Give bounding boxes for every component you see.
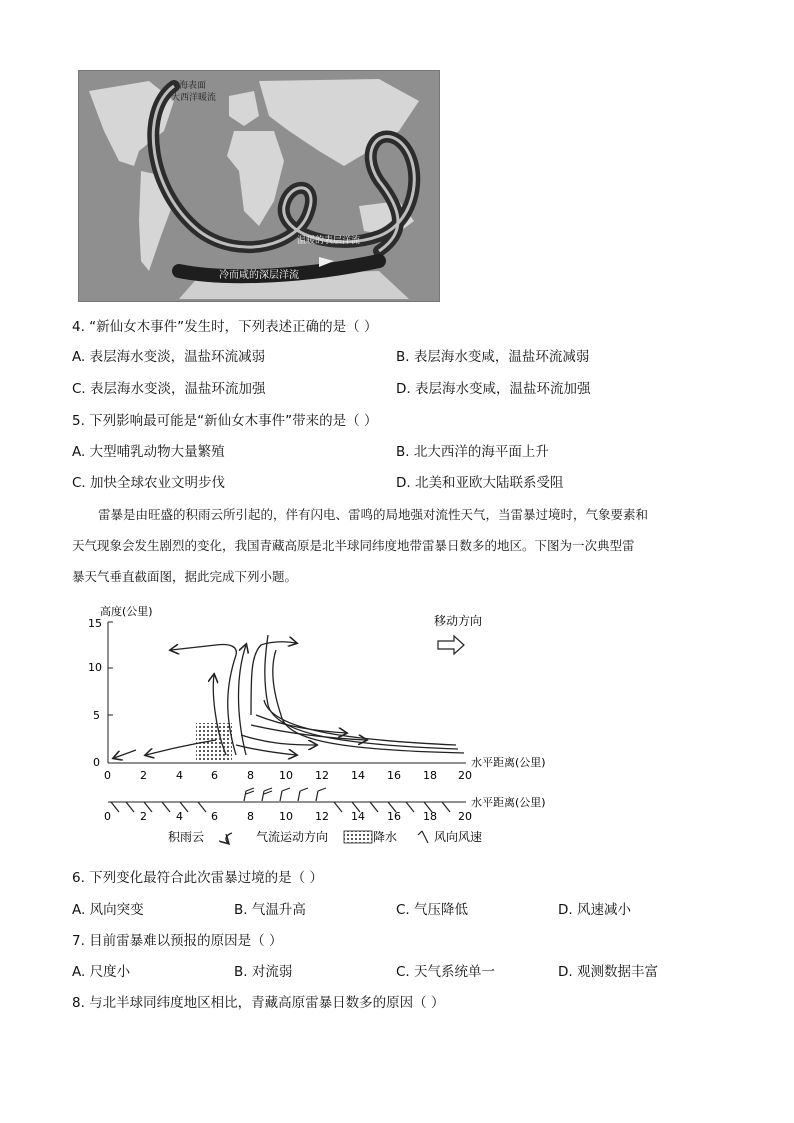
thunderstorm-cross-section-diagram (86, 605, 556, 850)
wind-x-tick-12: 12 (315, 810, 329, 823)
question-6-option-a: A. 风向突变 (72, 902, 144, 918)
x-tick-0: 0 (104, 769, 111, 782)
legend-precip-label: 降水 (373, 830, 398, 844)
question-7-option-b: B. 对流弱 (234, 964, 293, 980)
x-tick-2: 2 (140, 769, 147, 782)
legend-airflow-label: 气流运动方向 (256, 830, 329, 844)
x-tick-6: 6 (211, 769, 218, 782)
question-5-option-d: D. 北美和亚欧大陆联系受阻 (396, 475, 564, 491)
map-label-atlantic-warm-current: 大西洋暖流 (171, 93, 217, 103)
question-6-option-c: C. 气压降低 (396, 902, 469, 918)
y-tick-15: 15 (88, 617, 102, 630)
map-label-cold-deep-current: 冷而咸的深层洋流 (219, 270, 299, 281)
passage-line-2: 天气现象会发生剧烈的变化，我国青藏高原是北半球同纬度地带雷暴日数多的地区。下图为一次典型雷 (72, 538, 635, 553)
question-4-stem: 4. “新仙女木事件”发生时，下列表述正确的是（ ） (72, 319, 378, 335)
question-8-stem: 8. 与北半球同纬度地区相比，青藏高原雷暴日数多的原因（ ） (72, 995, 445, 1011)
question-6-option-b: B. 气温升高 (234, 902, 306, 918)
question-4-option-a: A. 表层海水变淡，温盐环流减弱 (72, 349, 266, 365)
wind-x-tick-20: 20 (458, 810, 472, 823)
move-direction-arrow-icon (438, 636, 464, 654)
question-5-option-a: A. 大型哺乳动物大量繁殖 (72, 444, 225, 460)
legend-airflow-arrow-icon (226, 833, 232, 843)
question-4-option-d: D. 表层海水变咸，温盐环流加强 (396, 381, 591, 397)
x-tick-10: 10 (279, 769, 293, 782)
wind-x-tick-10: 10 (279, 810, 293, 823)
x-axis-label-top: 水平距离(公里) (471, 756, 546, 769)
wind-x-tick-0: 0 (104, 810, 111, 823)
legend-wind-barb-icon (418, 831, 428, 843)
question-7-option-c: C. 天气系统单一 (396, 964, 496, 980)
x-tick-20: 20 (458, 769, 472, 782)
wind-x-tick-18: 18 (423, 810, 437, 823)
y-tick-0: 0 (93, 756, 100, 769)
wind-x-tick-2: 2 (140, 810, 147, 823)
thermohaline-circulation-map (78, 70, 440, 302)
question-5-option-b: B. 北大西洋的海平面上升 (396, 444, 549, 460)
y-tick-10: 10 (88, 661, 102, 674)
question-7-option-a: A. 尺度小 (72, 964, 131, 980)
map-label-sea-surface: 海表面 (179, 81, 207, 91)
legend-cloud-label: 积雨云 (168, 830, 205, 844)
x-tick-8: 8 (247, 769, 254, 782)
question-4-option-c: C. 表层海水变淡，温盐环流加强 (72, 381, 266, 397)
y-axis-label: 高度(公里) (100, 605, 153, 618)
x-tick-14: 14 (351, 769, 365, 782)
wind-x-tick-4: 4 (176, 810, 183, 823)
question-5-stem: 5. 下列影响最可能是“新仙女木事件”带来的是（ ） (72, 413, 378, 429)
wind-x-tick-8: 8 (247, 810, 254, 823)
wind-x-tick-14: 14 (351, 810, 365, 823)
move-direction-label: 移动方向 (434, 614, 483, 628)
x-tick-12: 12 (315, 769, 329, 782)
y-tick-5: 5 (93, 709, 100, 722)
question-5-option-c: C. 加快全球农业文明步伐 (72, 475, 226, 491)
x-tick-4: 4 (176, 769, 183, 782)
map-label-warm-surface-current: 温暖的表层洋流 (297, 236, 361, 246)
x-axis-label-wind: 水平距离(公里) (471, 796, 546, 809)
wind-x-tick-6: 6 (211, 810, 218, 823)
x-tick-18: 18 (423, 769, 437, 782)
question-7-stem: 7. 目前雷暴难以预报的原因是（ ） (72, 933, 283, 949)
question-6-option-d: D. 风速减小 (558, 902, 631, 918)
x-tick-16: 16 (387, 769, 401, 782)
question-7-option-d: D. 观测数据丰富 (558, 964, 658, 980)
passage-line-3: 暴天气垂直截面图，据此完成下列小题。 (72, 569, 298, 584)
passage-line-1: 雷暴是由旺盛的积雨云所引起的，伴有闪电、雷鸣的局地强对流性天气，当雷暴过境时，气象要素和 (98, 507, 649, 522)
legend-precip-swatch (344, 831, 372, 843)
question-6-stem: 6. 下列变化最符合此次雷暴过境的是（ ） (72, 870, 323, 886)
question-4-option-b: B. 表层海水变咸，温盐环流减弱 (396, 349, 590, 365)
wind-x-tick-16: 16 (387, 810, 401, 823)
legend-wind-label: 风向风速 (434, 830, 483, 844)
